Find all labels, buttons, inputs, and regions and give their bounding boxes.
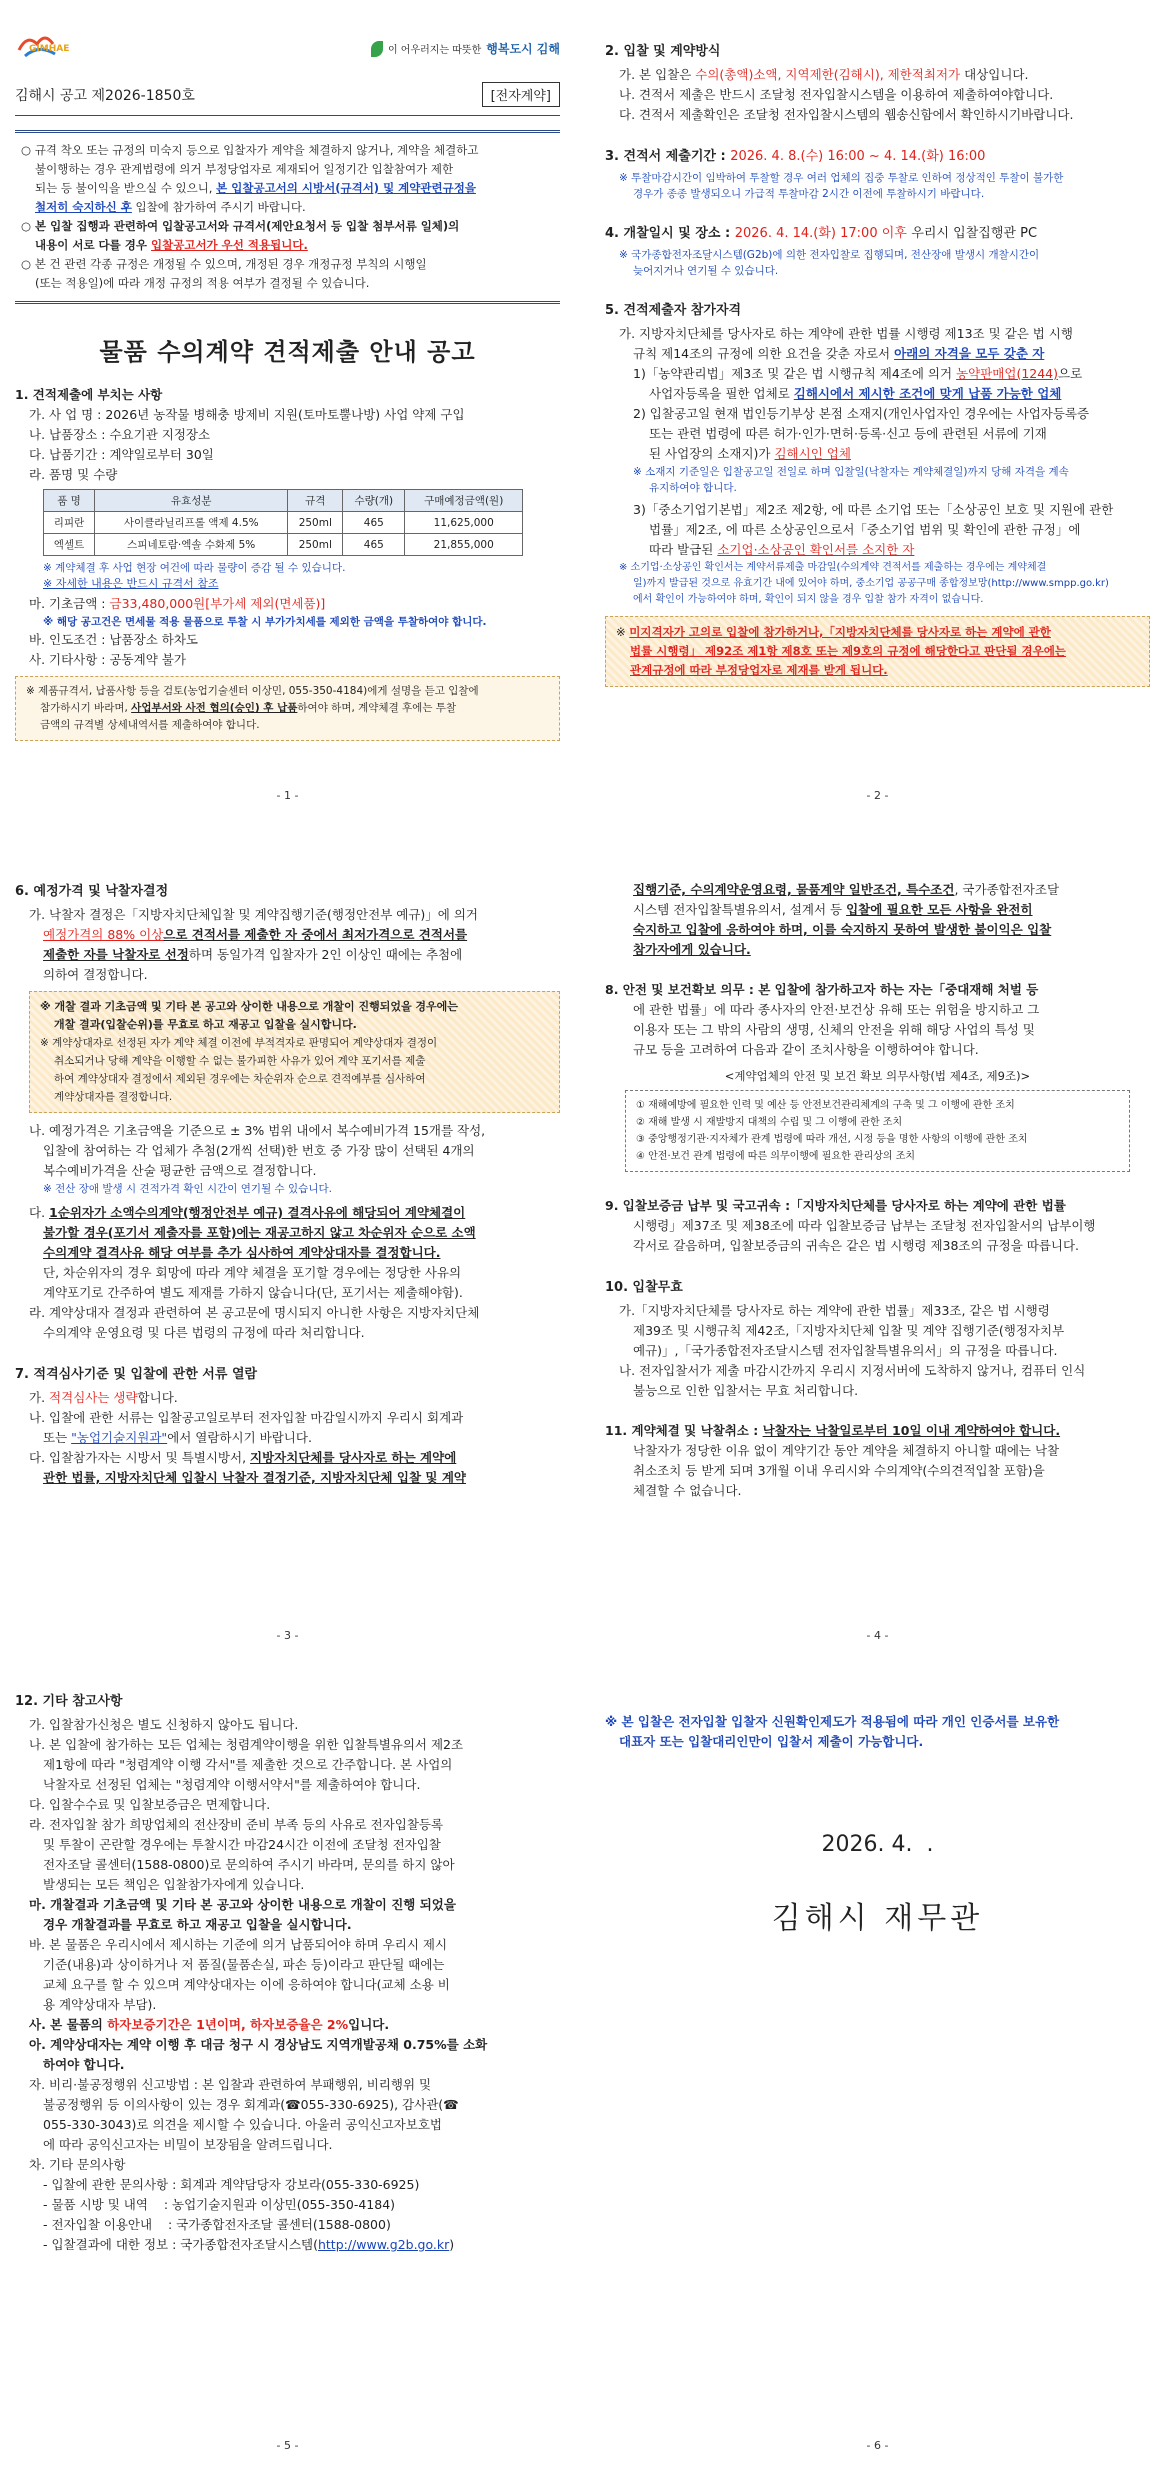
text-line: 불능으로 인한 입찰서는 무효 처리합니다. [633,1383,859,1398]
text-line: 자. 비리·불공정행위 신고방법 : 본 입찰과 관련하여 부패행위, 비리행위 및 [29,2077,432,2092]
text-line: 나. 납품장소 : 수요기관 지정장소 [29,427,211,442]
text-line: 1)「농약관리법」제3조 및 같은 법 시행규칙 제4조에 의거 농약판매업(1244)으로 [633,366,1083,381]
text-line: 제39조 및 시행규칙 제42조,「지방자치단체 입찰 및 계약 집행기준(행정자치부 [633,1323,1065,1338]
text-line: 참가자에게 있습니다. [633,942,751,957]
safety-duty-title: <계약업체의 안전 및 보건 확보 의무사항(법 제4조, 제9조)> [724,1069,1031,1083]
page-1 [15,30,560,810]
contract-type-tag: [전자계약] [482,82,560,107]
table-row [44,512,523,534]
section-heading: 7. 적격심사기준 및 입찰에 관한 서류 열람 [15,1367,258,1382]
contact-item: - 전자입찰 이용안내 : 국가종합전자조달 콜센터(1588-0800) [43,2217,391,2232]
text-line: 체결할 수 없습니다. [633,1483,742,1498]
section-heading: 4. 개찰일시 및 장소 : 2026. 4. 14.(화) 17:00 이후 우리시 입찰집행관 PC [605,226,1038,241]
text-line: 발생되는 모든 책임은 입찰참가자에게 있습니다. [43,1877,305,1892]
text-line: 가. 사 업 명 : 2026년 농작물 병해충 방제비 지원(토마토뿔나방) 사업 약제 구입 [29,407,465,422]
text-line: 전자조달 콜센터(1588-0800)로 문의하여 주시기 바라며, 문의를 하지 않아 [43,1857,455,1872]
svg-text:GIMHAE: GIMHAE [29,44,70,54]
text-line: 나. 전자입찰서가 제출 마감시간까지 우리시 지정서버에 도착하지 않거나, 컴퓨터 인식 [619,1363,1086,1378]
text-line: 다. 입찰참가자는 시방서 및 특별시방서, 지방자치단체를 당사자로 하는 계약에 [29,1450,457,1465]
contact-item: - 물품 시방 및 내역 : 농업기술지원과 이상민(055-350-4184) [43,2197,396,2212]
text-line: 가. 입찰참가신청은 별도 신청하지 않아도 됩니다. [29,1717,299,1732]
page-2 [605,30,1150,810]
note: ※ 소기업·소상공인 확인서는 계약서류제출 마감일(수의계약 견적서를 제출하는 경우에는 계약체결 [619,562,1047,573]
notice-line: ○ 규격 착오 또는 규정의 미숙지 등으로 입찰자가 계약을 체결하지 않거나, 계약을 체결하고 [21,143,479,157]
table-cell: 사이클라닐리프롤 액제 4.5% [95,512,288,534]
page-number: - 2 - [866,789,889,802]
text-line: 또는 관련 법령에 따른 허가·인가·면허·등록·신고 등에 관련된 서류에 기재 [649,426,1047,441]
page-5 [15,1680,560,2460]
text-line: 된 사업장의 소재지)가 김해시인 업체 [649,446,851,461]
text-line: 불공정행위 등 이의사항이 있는 경우 회계과(☎055-330-6925), 감사관(☎ [43,2097,459,2112]
text-line: 의하여 결정합니다. [43,967,148,982]
text-line: 사업자등록을 필한 업체로 김해시에서 제시한 조건에 맞게 납품 가능한 업체 [649,386,1062,401]
notice-line: 되는 등 불이익을 받으실 수 있으니, 본 입찰공고서의 시방서(규격서) 및 계약관련규정을 [35,181,476,195]
leaf-icon [371,41,383,57]
text-line: 예규)」,「국가종합전자조달시스템 전자입찰특별유의서」의 규정을 따릅니다. [633,1343,1058,1358]
city-slogan [371,40,560,57]
text-line: 가. 낙찰자 결정은「지방자치단체입찰 및 계약집행기준(행정안전부 예규)」에 의거 [29,907,478,922]
text-line: 아. 계약상대자는 계약 이행 후 대금 청구 시 경상남도 지역개발공채 0.75%를 소화 [29,2037,488,2052]
text-line: 시스템 전자입찰특별유의서, 설계서 등 입찰에 필요한 모든 사항을 완전히 [633,902,1033,917]
note: ※ 소재지 기준일은 입찰공고일 전일로 하며 입찰일(낙찰자는 계약체결일)까지 당해 자격을 계속 [633,466,1069,478]
text-line: 복수예비가격을 산술 평균한 금액으로 결정합니다. [43,1163,317,1178]
text-line: 다. 납품기간 : 계약일로부터 30일 [29,447,214,462]
page-3 [15,870,560,1650]
notice-line: 내용이 서로 다를 경우 입찰공고서가 우선 적용됩니다. [35,238,308,252]
notice-line: 불이행하는 경우 관계법령에 의거 부정당업자로 제재되어 일정기간 입찰참여가 제한 [35,162,454,176]
page-header [15,30,560,76]
sanction-warning-box: ※ 미지격자가 고의로 입찰에 참가하거나,「지방자치단체를 당사자로 하는 계약에 관한 법률 시행령」 제92조 제1항 제8호 또는 제9호의 규정에 해당한다고 판단될 경우에는 관계규정에 따라 부정당업자로 제재를 받게 됩니다. [605,616,1150,687]
text-line: 따라 발급된 소기업·소상공인 확인서를 소지한 자 [649,542,915,557]
page-4 [605,870,1150,1650]
text-line: 나. 견적서 제출은 반드시 조달청 전자입찰시스템을 이용하여 제출하여야합니다. [619,87,1054,102]
text-line: 라. 품명 및 수량 [29,467,118,482]
text-line: 055-330-3043)로 의견을 제시할 수 있습니다. 아울러 공익신고자보호법 [43,2117,442,2132]
text-line: 라. 계약상대자 결정과 관련하여 본 공고문에 명시되지 아니한 사항은 지방자치단체 [29,1305,480,1320]
section-heading: 2. 입찰 및 계약방식 [605,44,721,59]
notice-line: ○ 본 입찰 집행과 관련하여 입찰공고서와 규격서(제안요청서 등 입찰 첨부서류 일체)의 [21,219,460,233]
text-line: 낙찰자가 정당한 이유 없이 계약기간 동안 계약을 체결하지 아니할 때에는 낙찰 [633,1443,1060,1458]
text-line: 가. 적격심사는 생략합니다. [29,1390,178,1405]
text-line: 계약포기로 간주하여 별도 제재를 가하지 않습니다(단, 포기서는 제출해야함). [43,1285,463,1300]
page-number: - 4 - [866,1629,889,1642]
table-cell: 리피란 [44,512,95,534]
table-cell: 250ml [288,512,343,534]
text-line: 에 관한 법률」에 따라 종사자의 안전·보건상 유해 또는 위험을 방지하고 그 [633,1002,1040,1017]
text-line: 차. 기타 문의사항 [29,2157,126,2172]
text-line: 낙찰자로 선정된 업체는 "청렴계약 이행서약서"를 제출하여야 합니다. [43,1777,421,1792]
text-line: 단, 차순위자의 경우 회망에 따라 계약 체결을 포기할 경우에는 정당한 사유의 [43,1265,462,1280]
text-line: 사. 본 물품의 하자보증기간은 1년이며, 하자보증율은 2%입니다. [29,2017,390,2032]
notice-line: 철저히 숙지하신 후 입찰에 참가하여 주시기 바랍니다. [35,200,306,214]
result-void-box: ※ 개찰 결과 기초금액 및 기타 본 공고와 상이한 내용으로 개찰이 진행되었을 경우에는 개찰 결과(입찰순위)를 무효로 하고 재공고 입찰을 실시합니다. ※ 계약상대자로 선정된 자가 계약 체결 이전에 부적격자로 판명되어 계약상대자 결정이 취소되거나 당해 계약을 이행할 수 없는 불가피한 사유가 있어 계약 포기서를 제출 하여 계약상대자 결정에서 제외된 경우에는 차순위자 순으로 견적예부를 심사하여 계약상대자를 결정합니다. [29,991,560,1113]
text-line: 수의계약 운영요령 및 다른 법령의 규정에 따라 처리합니다. [43,1325,365,1340]
table-header: 유효성분 [95,490,288,512]
list-item: ① 재해예방에 필요한 인력 및 예산 등 안전보건관리체계의 구축 및 그 이행에 관한 조치 [636,1100,1015,1111]
page-number: - 3 - [276,1629,299,1642]
text-line: 불가할 경우(포기서 제출자를 포함)에는 재공고하지 않고 차순위자 순으로 소액 [43,1225,476,1240]
text-line: 가. 본 입찰은 수의(총액)소액, 지역제한(김해시), 제한적최저가 대상입니다. [619,67,1029,82]
note: ※ 전산 장애 발생 시 견적가격 확인 시간이 연기될 수 있습니다. [43,1183,332,1195]
text-line: 나. 입찰에 관한 서류는 입찰공고일로부터 전자입찰 마감일시까지 우리시 회계과 [29,1410,464,1425]
text-line: 나. 예정가격은 기초금액을 기준으로 ± 3% 범위 내에서 복수예비가격 15개를 작성, [29,1123,486,1138]
section-heading: 12. 기타 참고사항 [15,1694,123,1709]
table-note: ※ 자세한 내용은 반드시 규격서 참조 [43,577,219,590]
text-line: 수의계약 결격사유 해당 여부를 추가 심사하여 계약상대자를 결정합니다. [43,1245,441,1260]
section-heading: 10. 입찰무효 [605,1280,683,1295]
safety-duty-box [625,1090,1130,1172]
announcement-number: 김해시 공고 제2026-1850호 [15,87,195,104]
text-line: 라. 전자입찰 참가 희망업체의 전산장비 준비 부족 등의 사유로 전자입찰등록 [29,1817,444,1832]
text-line: 바. 본 물품은 우리시에서 제시하는 기준에 의거 납품되어야 하며 우리시 제시 [29,1937,448,1952]
table-cell: 465 [343,512,405,534]
table-header: 구매예정금액(원) [405,490,523,512]
note: 에서 확인이 가능하여야 하며, 확인이 되지 않을 경우 입찰 참가 자격이 없습니다. [633,594,984,605]
section-heading: 5. 견적제출자 참가자격 [605,303,742,318]
section-heading: 8. 안전 및 보건확보 의무 : 본 입찰에 참가하고자 하는 자는「중대재해 처벌 등 [605,982,1039,997]
text-line: 이용자 또는 그 밖의 사람의 생명, 신체의 안전을 위해 해당 사업의 특성 및 [633,1022,1035,1037]
text-line: 취소조치 등 받게 되며 3개월 이내 우리시와 수의계약(수의견적입찰 포함)을 [633,1463,1045,1478]
section-heading: 11. 계약체결 및 낙찰취소 : 낙찰자는 낙찰일로부터 10일 이내 계약하여야 합니다. [605,1423,1061,1438]
page-number: - 6 - [866,2439,889,2452]
table-note: ※ 계약체결 후 사업 현장 여건에 따라 물량이 증감 될 수 있습니다. [43,562,346,574]
slogan-city: 행복도시 김해 [486,42,560,56]
item-table [43,489,523,556]
announcement-number-bar [15,76,560,116]
table-header: 규격 [288,490,343,512]
note: ※ 국가종합전자조달시스템(G2b)에 의한 전자입찰로 집행되며, 전산장애 발생시 개찰시간이 [619,249,1040,261]
text-line: 가. 지방자치단체를 당사자로 하는 계약에 관한 법률 시행령 제13조 및 같은 법 시행 [619,326,1073,341]
text-line: 예정가격의 88% 이상으로 견적서를 제출한 자 중에서 최저가격으로 견적서를 [43,927,468,942]
table-cell: 엑셀트 [44,534,95,556]
text-line: 하여야 합니다. [43,2057,125,2072]
table-cell: 스피네토람·엑솔 수화제 5% [95,534,288,556]
text-line: 제1항에 따라 "청렴계약 이행 각서"를 제출한 것으로 간주합니다. 본 사업의 [43,1757,453,1772]
section-heading: 1. 견적제출에 부치는 사항 [15,387,163,402]
list-item: ③ 중앙행정기관·지자체가 관계 법령에 따라 개선, 시정 등을 명한 사항의 이행에 관한 조치 [636,1134,1028,1145]
text-line: 규모 등을 고려하여 다음과 같이 조치사항을 이행하여야 합니다. [633,1042,979,1057]
text-line: 각서로 갈음하며, 입찰보증금의 귀속은 같은 법 시행령 제38조의 규정을 따릅니다. [633,1238,1080,1253]
page-number: - 1 - [276,789,299,802]
text-line: 3)「중소기업기본법」제2조 제2항, 에 따른 소기업 또는「소상공인 보호 및 지원에 관한 [633,502,1114,517]
notice-line: (또는 적용일)에 따라 개정 규정의 적용 여부가 결정될 수 있습니다. [35,276,370,290]
text-line: 및 투찰이 곤란할 경우에는 투찰시간 마감24시간 이전에 조달청 전자입찰 [43,1837,441,1852]
note: 경우가 종종 발생되오니 가급적 투찰마감 2시간 이전에 투찰하시기 바랍니다. [633,188,985,200]
issue-date: 2026. 4. . [821,1832,934,1857]
text-line: 규칙 제14조의 규정에 의한 요건을 갖춘 자로서 아래의 자격을 모두 갖춘 자 [633,346,1045,361]
note: ※ 투찰마감시간이 임박하여 투찰할 경우 여러 업체의 집중 투찰로 인하여 정상적인 투찰이 불가한 [619,172,1064,184]
text-line: 시행령」제37조 및 제38조에 따라 입찰보증금 납부는 조달청 전자입찰서의 납부이행 [633,1218,1096,1233]
table-cell: 11,625,000 [405,512,523,534]
text-line: 나. 본 입찰에 참가하는 모든 업체는 청렴계약이행을 위한 입찰특별유의서 제2조 [29,1737,464,1752]
contact-item: - 입찰에 관한 문의사항 : 회계과 계약담당자 강보라(055-330-6925) [43,2177,420,2192]
text-line: 다. 견적서 제출확인은 조달청 전자입찰시스템의 웹송신함에서 확인하시기바랍니다. [619,107,1074,122]
final-notice: ※ 본 입찰은 전자입찰 입찰자 신원확인제도가 적용됨에 따라 개인 인증서를 보유한 [605,1714,1060,1729]
text-line: 관한 법률, 지방자치단체 입찰시 낙찰자 결정기준, 지방자치단체 입찰 및 계약 [43,1470,466,1485]
table-header: 수량(개) [343,490,405,512]
page-number: - 5 - [276,2439,299,2452]
list-item: ② 재해 발생 시 재발방지 대책의 수립 및 그 이행에 관한 조치 [636,1117,903,1128]
text-line: 사. 기타사항 : 공동계약 불가 [29,652,186,667]
note: 유지하여야 합니다. [649,482,737,494]
text-line: 기준(내용)과 상이하거나 저 품질(물품손실, 파손 등)이라고 판단될 때에는 [43,1957,445,1972]
section-heading: 6. 예정가격 및 낙찰자결정 [15,884,169,899]
g2b-link[interactable]: http://www.g2b.go.kr [317,2237,450,2252]
text-line: 경우 개찰결과를 무효로 하고 재공고 입찰을 실시합니다. [43,1917,352,1932]
text-line: 집행기준, 수의계약운영요령, 물품계약 일반조건, 특수조건, 국가종합전자조달 [633,882,1060,897]
signer: 김해시 재무관 [771,1901,984,1936]
table-cell: 250ml [288,534,343,556]
table-header: 품 명 [44,490,95,512]
text-line: 용 계약상대자 부담). [43,1997,157,2012]
text-line: 숙지하고 입찰에 응하여야 하며, 이를 숙지하지 못하여 발생한 불이익은 입찰 [633,922,1052,937]
note: 늦어지거나 연기될 수 있습니다. [633,265,779,277]
document-title: 물품 수의계약 견적제출 안내 공고 [99,338,476,366]
price-note: ※ 해당 공고건은 면세물 적용 물품으로 투찰 시 부가가치세를 제외한 금액을 투찰하여야 합니다. [43,616,487,628]
text-line: 교체 요구를 할 수 있으며 계약상대자는 이에 응하여야 합니다(교체 소용 비 [43,1977,450,1992]
review-note-box: ※ 제품규격서, 납품사항 등을 검토(농업기술센터 이상민, 055-350-4184)에게 설명을 듣고 입찰에 참가하시기 바라며, 사업부서와 사전 협의(승인) 후 납품하여야 하며, 계약체결 후에는 투찰 금액의 규격별 상세내역서를 제출하여야 합니다. [15,676,560,741]
final-notice: 대표자 또는 입찰대리인만이 입찰서 제출이 가능합니다. [619,1734,924,1749]
gimhae-logo-icon [15,30,90,64]
text-line: 법률」제2조, 에 따른 소상공인으로서「중소기업 범위 및 확인에 관한 규정」에 [649,522,1081,537]
note: 일)까지 발급된 것으로 유효기간 내에 있어야 하며, 중소기업 공공구매 종합정보망(http://www.smpp.go.kr) [633,578,1109,589]
text-line: 다. 입찰수수료 및 입찰보증금은 면제합니다. [29,1797,271,1812]
text-line: 마. 기초금액 : 금33,480,000원[부가세 제외(면세품)] [29,596,326,611]
table-cell: 21,855,000 [405,534,523,556]
section-heading: 9. 입찰보증금 납부 및 국고귀속 :「지방자치단체를 당사자로 하는 계약에 관한 법률 [605,1198,1066,1213]
list-item: ④ 안전·보건 관계 법령에 따른 의무이행에 필요한 관리상의 조치 [636,1151,916,1162]
notice-box [15,130,560,304]
text-line: 가.「지방자치단체를 당사자로 하는 계약에 관한 법률」제33조, 같은 법 시행령 [619,1303,1050,1318]
text-line: 2) 입찰공고일 현재 법인등기부상 본점 소재지(개인사업자인 경우에는 사업자등록증 [633,406,1090,421]
section-heading: 3. 견적서 제출기간 : 2026. 4. 8.(수) 16:00 ~ 4. 14.(화) 16:00 [605,149,986,164]
text-line: 제출한 자를 낙찰자로 선정하며 동일가격 입찰자가 2인 이상인 때에는 추첨에 [43,947,463,962]
contact-item: - 입찰결과에 대한 정보 : 국가종합전자조달시스템(http://www.g2b.go.kr) [43,2237,455,2252]
table-row [44,534,523,556]
page-6 [605,1680,1150,2460]
text-line: 입찰에 참여하는 각 업체가 추첨(2개씩 선택)한 번호 중 가장 많이 선택된 4개의 [43,1143,475,1158]
text-line: 또는 "농업기술지원과"에서 열람하시기 바랍니다. [43,1430,312,1445]
table-cell: 465 [343,534,405,556]
slogan-pre: 이 어우러지는 따뜻한 [387,45,482,56]
text-line: 에 따라 공익신고자는 비밀이 보장됨을 알려드립니다. [43,2137,333,2152]
text-line: 마. 개찰결과 기초금액 및 기타 본 공고와 상이한 내용으로 개찰이 진행 되었을 [29,1897,456,1912]
text-line: 다. 1순위자가 소액수의계약(행정안전부 예규) 결격사유에 해당되어 계약체결이 [29,1205,466,1220]
notice-line: ○ 본 건 관련 각종 규정은 개정될 수 있으며, 개정된 경우 개정규정 부칙의 시행일 [21,257,427,271]
text-line: 바. 인도조건 : 납품장소 하차도 [29,632,198,647]
